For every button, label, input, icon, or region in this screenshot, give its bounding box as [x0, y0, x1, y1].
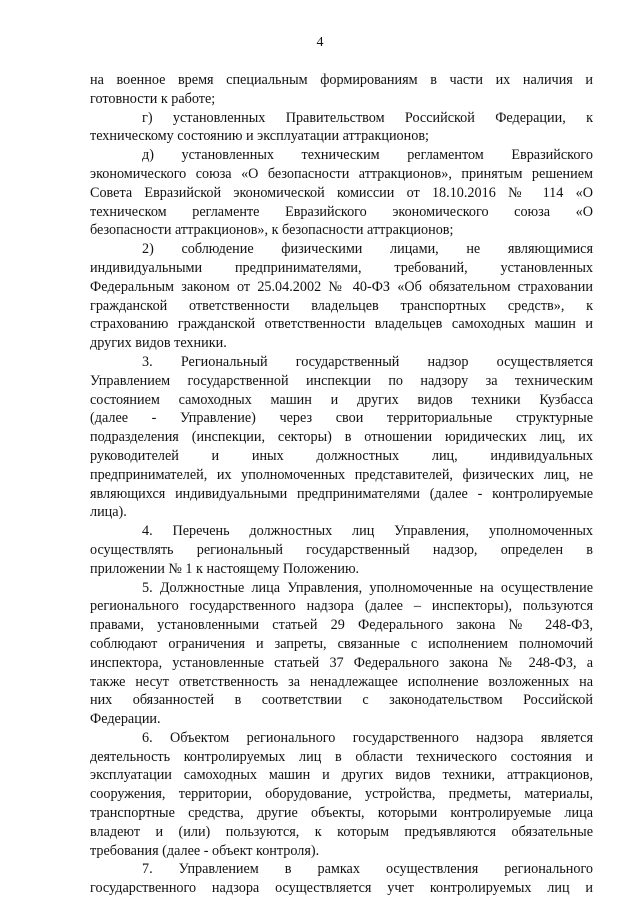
text-line: д) установленных техническим регламентом Евразийского	[142, 147, 593, 164]
text-line: 6. Объектом регионального государственного надзора является	[142, 729, 593, 746]
text-line: техническом регламенте Евразийского экономического союза «О	[90, 203, 593, 220]
text-line: г) установленных Правительством Российской Федерации, к	[142, 109, 593, 126]
text-line: 2) соблюдение физическими лицами, не являющимися	[142, 241, 593, 258]
text-line: 5. Должностные лица Управления, уполномоченные на осуществление	[142, 579, 593, 596]
text-line: них обязанностей в соответствии с законодательством Российской	[90, 692, 593, 709]
text-line: 7. Управлением в рамках осуществления регионального	[142, 861, 593, 878]
text-line: руководителей и иных должностных лиц, индивидуальных	[90, 447, 593, 464]
text-line: Совета Евразийской экономической комиссии от 18.10.2016 № 114 «О	[90, 184, 593, 201]
text-line: государственного надзора осуществляется учет контролируемых лиц и	[90, 880, 593, 897]
text-line: Федерации.	[90, 711, 161, 728]
text-line: готовности к работе;	[90, 90, 216, 107]
text-line: состоянием самоходных машин и других видов техники Кузбасса	[90, 391, 593, 408]
text-line: других видов техники.	[90, 335, 227, 352]
document-body	[90, 71, 593, 898]
text-line: безопасности аттракционов», к безопасности аттракционов;	[90, 222, 454, 239]
text-line: (далее - Управление) через свои территориальные структурные	[90, 410, 593, 427]
text-line: экономического союза «О безопасности аттракционов», принятым решением	[90, 165, 593, 182]
text-line: приложении № 1 к настоящему Положению.	[90, 560, 360, 577]
text-line: сооружения, территории, оборудование, устройства, предметы, материалы,	[90, 786, 593, 803]
text-line: владеют и (или) пользуются, к которым предъявляются обязательные	[90, 823, 593, 840]
text-line: подразделения (инспекции, секторы) в отношении юридических лиц, их	[90, 429, 593, 446]
text-line: предпринимателей, их уполномоченных представителей, физических лиц, не	[90, 466, 593, 483]
text-line: Федеральным законом от 25.04.2002 № 40-ФЗ «Об обязательном страховании	[90, 278, 593, 295]
text-line: регионального государственного надзора (далее – инспекторы), пользуются	[90, 598, 593, 615]
text-line: также несут ответственность за ненадлежащее исполнение возложенных на	[90, 673, 593, 690]
text-line: правами, установленными статьей 29 Федерального закона № 248-ФЗ,	[90, 617, 593, 634]
text-line: лица).	[90, 504, 127, 521]
text-line: осуществлять региональный государственный надзор, определен в	[90, 541, 593, 558]
text-line: деятельность контролируемых лиц в области технического состояния и	[90, 748, 593, 765]
text-line: страхованию гражданской ответственности владельцев самоходных машин и	[90, 316, 593, 333]
text-line: Управлением государственной инспекции по надзору за техническим	[90, 372, 593, 389]
text-line: техническому состоянию и эксплуатации аттракционов;	[90, 128, 429, 145]
text-line: инспектора, установленные статьей 37 Федерального закона № 248-ФЗ, а	[90, 654, 593, 671]
text-line: на военное время специальным формированиям в части их наличия и	[90, 72, 593, 88]
text-line: транспортные средства, другие объекты, которыми контролируемые лица	[90, 805, 593, 822]
page-number: 4	[316, 35, 324, 50]
text-line: индивидуальными предпринимателями, требований, установленных	[90, 259, 593, 276]
text-line: соблюдают ограничения и запреты, связанные с исполнением полномочий	[90, 635, 593, 652]
text-line: гражданской ответственности владельцев транспортных средств», к	[90, 297, 593, 314]
text-line: эксплуатации самоходных машин и других видов техники, аттракционов,	[90, 767, 593, 784]
text-line: 4. Перечень должностных лиц Управления, уполномоченных	[142, 523, 593, 540]
text-line: 3. Региональный государственный надзор осуществляется	[142, 353, 593, 370]
text-line: являющихся индивидуальными предпринимателями (далее - контролируемые	[90, 485, 593, 502]
text-line: требования (далее - объект контроля).	[90, 842, 320, 859]
